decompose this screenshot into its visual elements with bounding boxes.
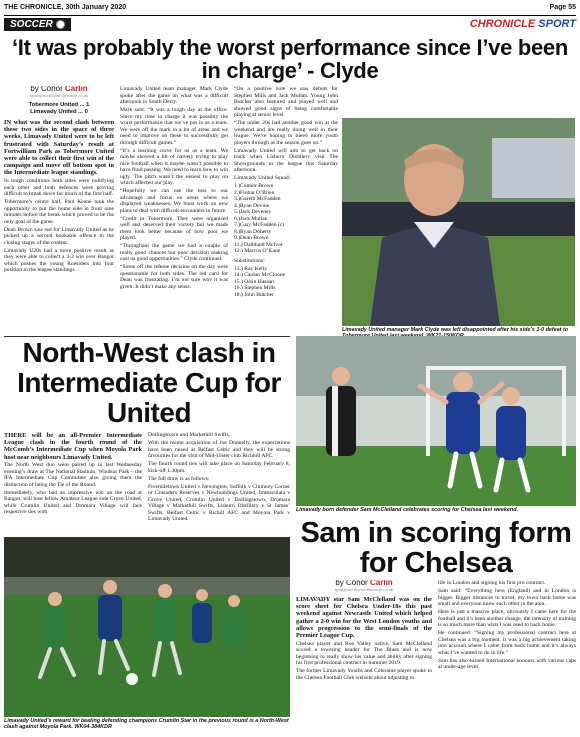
squad-player: 11.) Dalbhaid McIvor	[234, 241, 283, 248]
story1-para: Mark said: “It was a tough day at the office. Since my time in charge it was possibly the worst performance that we’ve put in as a team. We were off the mark in a lot of areas and we need to improve on these to successfully get through difficult games.”	[120, 107, 228, 146]
story1-para: “On a positive note we saw debuts for Stephen Mills and Jack Mullan. Young John Butcher also featured and played well and showed good signs of being comfortable playing at senior level.	[234, 86, 338, 118]
manager-photo-art	[342, 118, 575, 326]
manager-caption: Limavady United manager Mark Clyde was left disappointed after his side’s 1-0 defeat to	[342, 327, 569, 333]
squad-heading: Limavady United Squad:	[234, 175, 291, 181]
squad-player: 4.)Ryan Devine	[234, 202, 270, 209]
squad-player: 5.)Jack Deveney	[234, 209, 272, 215]
story1-para: Limavady United will aim to get back on track when Lisburn Distillery visit The Showgrounds in the league this Saturday afternoon.	[234, 147, 338, 173]
story3-para: Chelsea player and Roe Valley native, Sam McClelland scored a towering header for The Blues and is now beginning to really show his value and ability after signing his first professional contract in Summer 2019.	[296, 640, 432, 667]
story1-para: Limavady United team manager, Mark Clyde spoke after the game on what was a difficult afternoon in South Derry.	[120, 86, 228, 105]
squad-player: 8.)Ryan Doherty	[234, 228, 272, 235]
story2-col2	[148, 432, 290, 534]
story3-para: The former Limavady Youths and Coleraine player spoke to the Chelsea Football Club website about adjusting to	[296, 668, 432, 681]
story1-email: sport@northwestchronicle.co.uk	[29, 92, 89, 98]
story2-para: With the recent acquisition of Joe Donnelly, the expectations have been raised at Belfast Celtic and they will be strong favourites for the visit of Mid-Ulster club Richhill AFC.	[148, 440, 290, 459]
story1-para: “Hopefully we can use the loss to our advantage and focus on areas where we displayed weaknesses. We must work on new plans to deal with difficult encounters in future.	[120, 188, 228, 214]
sub-player: 16.) Stephen Mills	[234, 285, 276, 291]
sub-player: 13.) Ray Kelly	[234, 265, 268, 272]
match-caption: Limavady United’s reward for beating defending champions Crumlin Star in the previous round is a North-West clash against Moyola Park. WK04-384KDR	[4, 718, 289, 731]
story2-headline: North-West clash in Intermediate Cup for United	[17, 337, 281, 428]
manager-photo	[342, 118, 575, 326]
story3-lead: LIMAVADY star Sam McClelland was on the score sheet for Chelsea Under-18s this past weekend against Newcastle United which helped gather a 2-0 win for the West London youths and allows progression to the semi-finals of the Premier League Cup.	[296, 596, 432, 640]
story1-lead: IN what was the second clash between these two sides in the space of three weeks, Limavady United were to be left frustrated with Saturday’s result at Fortwilliam Park as Tobermore United were able to collect their first win of the campaign and move off bottom spot in the Intermediate league standings.	[4, 119, 114, 177]
story1-col1	[4, 86, 114, 334]
story1-para: “The under 20s had another good win at the weekend and are really doing well in their league. We’re hoping to bleed more youth players through as the season goes on.”	[234, 120, 338, 146]
story3-para: Sam has also earned International honours with various caps at under-age level.	[438, 657, 576, 670]
byline-name: Carlin	[370, 580, 393, 587]
story1-para: “Some off the referee decision on the day were questionable for both sides. The red card for Dean was frustrating. I’m not sure why it was given. It didn’t make any sense.	[120, 264, 228, 290]
story2-para: The North West duo were paired up in last Wednesday evening’s draw at The National Stadium, Windsor Park – the IFA Intermediate Cup Committee also giving them the distinction of being the Tie of the Round.	[4, 462, 142, 488]
byline-prefix: by Conor	[30, 86, 63, 93]
story1-col3	[234, 86, 338, 336]
squad-player: 12.) Marcus O’Kane	[234, 248, 281, 254]
squad-player: 7.)Gary McFadden (c)	[234, 222, 285, 228]
subs-list	[234, 266, 338, 299]
story1-para: “Throughout the game we had a couple of really good chances but poor decision making cost us good opportunities.” Clyde continued.	[120, 243, 228, 262]
squad-list	[234, 183, 338, 255]
story3-email: sport@northwestchronicle.co.uk	[334, 586, 394, 592]
story3-headline: Sam in scoring form for Chelsea	[300, 517, 572, 579]
squad-player: 6.)Jack Mullan	[234, 215, 268, 222]
story1-headline: ‘It was probably the worst performance since I’ve been in charge’ - Clyde	[12, 35, 568, 83]
story2-para: Fivemiletown United v Newington, Suffolk v Chimney Corner or Crusaders Reserves v Newbuildings United, Immaculata v Grove United, Crumlin United v Dollingstown, Dromara Village v Markethill Swifts, Lisburn Distillery v St James’ Swifts, Belfast Celtic v Richill AFC and Moyola Park v Limavady United.	[148, 483, 290, 522]
masthead	[4, 4, 576, 16]
match-photo	[4, 537, 290, 717]
sport-label: SPORT	[538, 18, 576, 30]
story3-para: Here is just a massive place, obviously I came here for the football and it’s been another change, the intensity of training is so much more than what I was used to back home.	[438, 609, 576, 628]
soccer-section-tag	[4, 18, 71, 31]
story2-col1	[4, 432, 142, 534]
match-photo-art	[4, 537, 290, 717]
sub-player: 18.) John Butcher	[234, 291, 274, 298]
story1-col2	[120, 86, 228, 334]
chronicle-sport-tag	[470, 18, 576, 30]
story3-col2	[438, 580, 576, 734]
byline-prefix: by Conor	[335, 580, 368, 587]
story2-para: Dollingstown and Markethill Swifts.	[148, 432, 231, 438]
chelsea-photo-art	[296, 336, 576, 506]
byline-name: Carlin	[65, 86, 88, 93]
squad-player: 9.)Dean Brown	[234, 235, 269, 241]
sub-player: 15.) Oisin Hassan	[234, 278, 274, 285]
paper-date: THE CHRONICLE, 30th January 2020	[4, 4, 127, 11]
squad-player: 3.)Gareth McFadden	[234, 196, 281, 202]
score-line-2: Limavady United ... 0	[30, 109, 88, 115]
story1-para: Limavady U20s had a more positive result as they were able to collect a 3-2 win over Bangor which pushes the young Roesiders into four position in the league standings.	[4, 247, 114, 274]
chronicle-label: CHRONICLE	[469, 18, 536, 30]
story3-para: He continued: “Signing my professional contract here at Chelsea was a big moment. It was a big achievement taking into account where I came from back home and it’s always what I’ve wanted to do in life.”	[438, 630, 576, 656]
story3-para: life in London and signing his first pro contract.	[438, 580, 546, 586]
story1-para: Tobermore’s centre half, Paul Keane took the opportunity to put the home side in front nine minutes before the break which proved to be the only goal of the game.	[4, 199, 114, 225]
story2-para: The fourth round ties will take place on Saturday February 8, kick-off 1.30pm.	[148, 461, 290, 474]
story3-para: Sam said: “Everything here (England) and in London is bigger. Bigger distances to travel, my town back home was small and everyone knew each other in the area.	[438, 588, 576, 607]
story2-lead: THERE will be an all-Premier Intermediate League clash in the fourth round of the McComb’s Intermediate Cup when Moyola Park host near neighbours Limavady United.	[4, 432, 142, 461]
section-bar	[4, 18, 576, 30]
chelsea-photo	[296, 336, 576, 506]
story1-para: “It’s a learning curve for us as a team. We maybe showed a bit of naivety trying to play nice football when it maybe wasn’t possible to have fluid passing. We need to learn how to win ugly. The pitch wasn’t the easiest to play on which affected our play.	[120, 147, 228, 186]
score-line-1: Tobermore United ... 1	[28, 102, 90, 108]
sub-player: 14.) Caolan McCloone	[234, 272, 286, 278]
squad-player: 1.)Connor Brown	[234, 183, 274, 189]
subs-heading: Substitutions:	[234, 257, 265, 264]
page-number: Page 55	[549, 4, 576, 11]
story2-para: The full draw is as follows:	[148, 475, 210, 482]
story1-para: In tough conditions both sides were nullifying each other and both defences were proving difficult to break down for much of the first half.	[4, 178, 114, 198]
soccer-label: SOCCER	[10, 18, 53, 30]
football-icon	[56, 20, 65, 29]
squad-player: 2.)Finbar O’Brien	[234, 189, 275, 196]
story2-para: Immediately, who had an impressive win on the road at Bangor, will host fellow Amateur League side Grove United, while Crumlin United and Dromara Village will face respective ties with	[4, 489, 142, 516]
story3-col1	[296, 580, 432, 734]
story1-para: Dean Brown saw red for Limavady United as he picked up a second bookable offence in the closing stages of the contest.	[4, 226, 114, 246]
chelsea-caption: Limavady born defender Sam McClelland celebrates scoring for Chelsea last weekend.	[296, 507, 518, 513]
story1-para: “Credit to Tobermore. They were organised well and deserved their victory but we made them look better because of how poor we played.	[120, 215, 228, 241]
